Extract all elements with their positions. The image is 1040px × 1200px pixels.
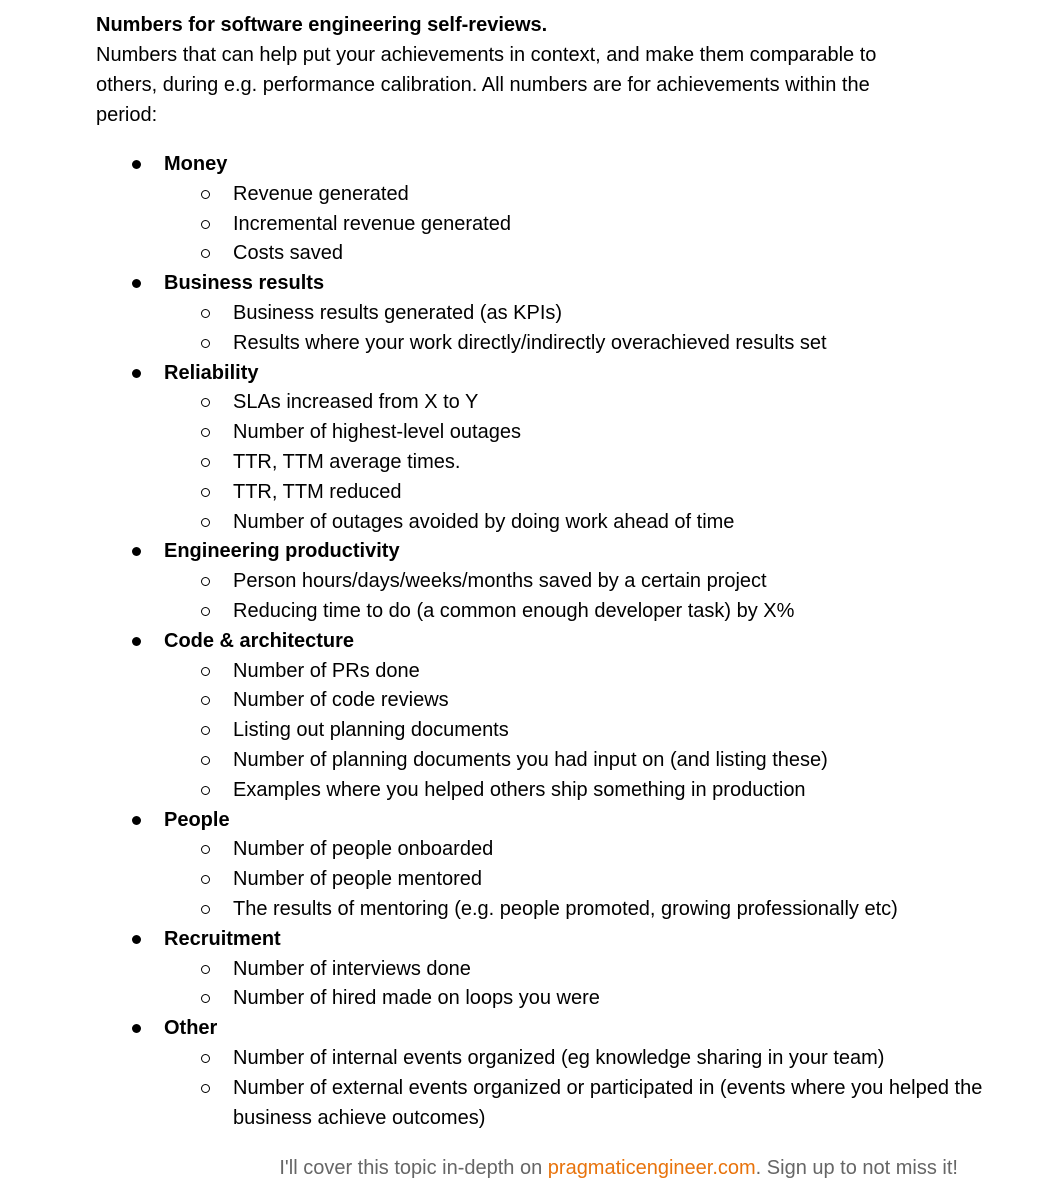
filled-circle-bullet-icon: [132, 547, 141, 556]
list-item: [164, 657, 996, 687]
hollow-circle-bullet-icon: [201, 726, 210, 735]
list-item: [164, 895, 996, 925]
list-item-text: Number of internal events organized (eg knowledge sharing in your team): [233, 1046, 885, 1069]
list-item: [164, 418, 996, 448]
list-item: [164, 478, 996, 508]
category-list: [96, 150, 996, 1133]
category-7: [96, 1014, 996, 1133]
list-item-text: Business results generated (as KPIs): [233, 301, 563, 324]
list-item-text: Listing out planning documents: [233, 719, 509, 742]
list-item-text: Results where your work directly/indirectly overachieved results set: [233, 331, 827, 354]
list-item-text: Revenue generated: [233, 182, 409, 205]
list-item-text: Examples where you helped others ship something in production: [233, 778, 806, 801]
list-item-text: The results of mentoring (e.g. people promoted, growing professionally etc): [233, 897, 898, 920]
list-item: [164, 299, 996, 329]
category-4: [96, 627, 996, 806]
list-item: [164, 984, 996, 1014]
list-item: [164, 180, 996, 210]
list-item-text: Number of outages avoided by doing work ahead of time: [233, 510, 735, 533]
category-items: [164, 1044, 996, 1133]
list-item: [164, 448, 996, 478]
category-items: [164, 299, 996, 359]
hollow-circle-bullet-icon: [201, 994, 210, 1003]
list-item: [164, 1044, 996, 1074]
hollow-circle-bullet-icon: [201, 756, 210, 765]
category-items: [164, 388, 996, 537]
hollow-circle-bullet-icon: [201, 875, 210, 884]
list-item-text: TTR, TTM average times.: [233, 450, 461, 473]
hollow-circle-bullet-icon: [201, 607, 210, 616]
filled-circle-bullet-icon: [132, 160, 141, 169]
category-5: [96, 806, 996, 925]
list-item-text: TTR, TTM reduced: [233, 480, 402, 503]
list-item: [164, 567, 996, 597]
filled-circle-bullet-icon: [132, 279, 141, 288]
filled-circle-bullet-icon: [132, 369, 141, 378]
list-item-text: Number of code reviews: [233, 689, 449, 712]
list-item-text: Costs saved: [233, 242, 344, 265]
footer-note: [279, 1153, 958, 1183]
hollow-circle-bullet-icon: [201, 905, 210, 914]
hollow-circle-bullet-icon: [201, 845, 210, 854]
hollow-circle-bullet-icon: [201, 428, 210, 437]
list-item: [164, 508, 996, 538]
hollow-circle-bullet-icon: [201, 339, 210, 348]
category-title: Engineering productivity: [164, 540, 400, 563]
list-item: [164, 597, 996, 627]
category-items: [164, 180, 996, 269]
footer-text-before: I'll cover this topic in-depth on: [279, 1157, 548, 1179]
list-item-text: Number of hired made on loops you were: [233, 987, 600, 1010]
list-item-text: Reducing time to do (a common enough developer task) by X%: [233, 599, 795, 622]
hollow-circle-bullet-icon: [201, 249, 210, 258]
category-6: [96, 925, 996, 1014]
filled-circle-bullet-icon: [132, 935, 141, 944]
hollow-circle-bullet-icon: [201, 1084, 210, 1093]
hollow-circle-bullet-icon: [201, 458, 210, 467]
hollow-circle-bullet-icon: [201, 398, 210, 407]
category-title: Money: [164, 153, 228, 175]
footer-link[interactable]: pragmaticengineer.com: [547, 1157, 756, 1179]
category-2: [96, 359, 996, 538]
list-item: [164, 210, 996, 240]
list-item-text: Number of external events organized or participated in (events where you helped the business achieve outcomes): [233, 1076, 983, 1129]
category-title: Recruitment: [164, 927, 281, 950]
list-item-text: Number of PRs done: [233, 659, 420, 682]
category-items: [164, 835, 996, 924]
category-title: People: [164, 808, 230, 831]
list-item: [164, 686, 996, 716]
list-item-text: Number of people onboarded: [233, 838, 494, 861]
list-item: [164, 388, 996, 418]
hollow-circle-bullet-icon: [201, 667, 210, 676]
hollow-circle-bullet-icon: [201, 577, 210, 586]
category-0: [96, 150, 996, 269]
hollow-circle-bullet-icon: [201, 488, 210, 497]
filled-circle-bullet-icon: [132, 816, 141, 825]
list-item: [164, 865, 996, 895]
hollow-circle-bullet-icon: [201, 1054, 210, 1063]
page-title: Numbers for software engineering self-reviews.: [96, 14, 548, 36]
hollow-circle-bullet-icon: [201, 518, 210, 527]
list-item: [164, 716, 996, 746]
category-items: [164, 955, 996, 1015]
category-title: Code & architecture: [164, 629, 355, 652]
category-items: [164, 657, 996, 806]
list-item-text: SLAs increased from X to Y: [233, 391, 479, 414]
filled-circle-bullet-icon: [132, 1024, 141, 1033]
list-item-text: Number of interviews done: [233, 957, 471, 980]
hollow-circle-bullet-icon: [201, 220, 210, 229]
list-item-text: Incremental revenue generated: [233, 212, 511, 235]
list-item: [164, 955, 996, 985]
category-title: Business results: [164, 272, 325, 295]
filled-circle-bullet-icon: [132, 637, 141, 646]
list-item: [164, 776, 996, 806]
list-item-text: Number of people mentored: [233, 868, 483, 891]
list-item-text: Person hours/days/weeks/months saved by a certain project: [233, 570, 767, 593]
list-item: [164, 1074, 996, 1134]
footer-text-after: . Sign up to not miss it!: [755, 1157, 958, 1179]
hollow-circle-bullet-icon: [201, 786, 210, 795]
category-title: Reliability: [164, 361, 259, 384]
document: [96, 10, 996, 1133]
category-1: [96, 269, 996, 358]
intro-paragraph: Numbers that can help put your achievements in context, and make them comparable to others, during e.g. performance calibration. All numbers are for achievements within the period:: [96, 44, 877, 126]
category-title: Other: [164, 1017, 218, 1040]
list-item: [164, 239, 996, 269]
list-item: [164, 746, 996, 776]
list-item: [164, 329, 996, 359]
category-3: [96, 537, 996, 626]
hollow-circle-bullet-icon: [201, 965, 210, 974]
category-items: [164, 567, 996, 627]
hollow-circle-bullet-icon: [201, 309, 210, 318]
hollow-circle-bullet-icon: [201, 190, 210, 199]
hollow-circle-bullet-icon: [201, 696, 210, 705]
list-item: [164, 835, 996, 865]
list-item-text: Number of planning documents you had input on (and listing these): [233, 748, 828, 771]
list-item-text: Number of highest-level outages: [233, 421, 521, 444]
